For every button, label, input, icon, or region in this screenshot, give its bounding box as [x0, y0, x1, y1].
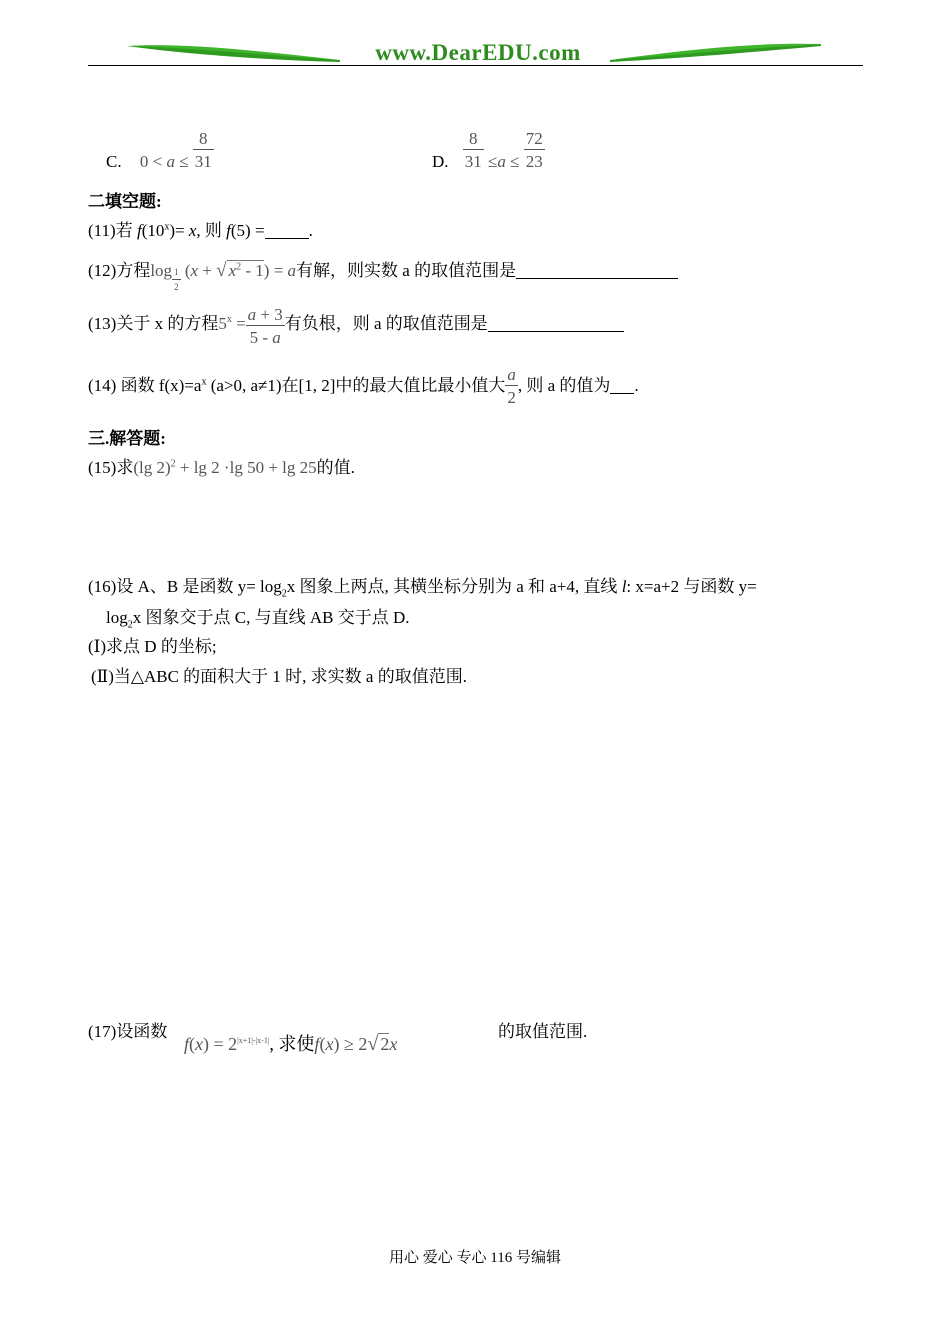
question-12 — [88, 256, 678, 292]
q16-sub2-b: 2 — [127, 619, 133, 631]
q14-end: . — [634, 376, 639, 395]
page-footer: 用心 爱心 专心 116 号编辑 — [389, 1250, 561, 1266]
q17-x3: x — [389, 1034, 398, 1054]
option-d-var: a — [497, 152, 506, 171]
section-title-answer: 三.解答题: — [88, 429, 166, 448]
option-c-var: a — [166, 152, 175, 171]
q17-ge: ≥ 2 — [339, 1034, 368, 1054]
q13-answer-blank[interactable] — [488, 315, 624, 332]
question-15 — [88, 453, 355, 478]
q16-line1-a: (16)设 A、B 是函数 y= log — [88, 577, 282, 596]
question-16-part1: (Ⅰ)求点 D 的坐标; — [88, 637, 217, 656]
q15-expr-a: (lg 2) — [133, 458, 171, 477]
fraction-denominator: 31 — [464, 152, 482, 171]
q12-suffix: 有解，则实数 a 的取值范围是 — [296, 261, 517, 280]
question-16-line2 — [106, 603, 409, 630]
sqrt-icon: √ — [367, 1033, 379, 1055]
q14-fraction — [505, 366, 518, 406]
q15-expr-b: + lg 2 ·lg 50 + lg 25 — [175, 458, 317, 477]
q12-log: log — [150, 261, 173, 280]
q13-base: 5 — [218, 314, 227, 333]
q14-suffix: , 则 a 的值为 — [517, 376, 611, 395]
q15-exp: 2 — [170, 458, 176, 470]
fraction-denominator: 2 — [174, 282, 179, 292]
q12-log-base — [172, 268, 181, 292]
q17-mid: , 求使 — [269, 1034, 315, 1054]
option-d-rel1: ≤ — [488, 152, 498, 171]
fraction-numerator: 1 — [172, 268, 181, 280]
q11-prefix: (11)若 — [88, 221, 137, 240]
fraction-denominator: 2 — [507, 388, 516, 407]
q12-prefix: (12)方程 — [88, 261, 151, 280]
q16-sub2: 2 — [281, 588, 287, 600]
question-16-line1 — [88, 572, 757, 599]
fraction-numerator: 8 — [193, 130, 214, 150]
option-d — [432, 130, 545, 170]
q17-sqrt-arg: 2 — [380, 1034, 390, 1054]
q12-x2: x — [228, 261, 237, 280]
q13-eq: = — [231, 314, 246, 333]
question-17-prefix: (17)设函数 — [88, 1022, 168, 1041]
question-17-formula: $f(x) = 2^{|x+1|-|x-1|}$, 求使f(x) ≥ 2√ 2x — [184, 1033, 398, 1055]
option-c — [106, 130, 214, 170]
q11-mid: , 则 — [196, 221, 227, 240]
q11-arg-close: )= — [169, 221, 189, 240]
q17-f2: f — [314, 1034, 320, 1054]
fraction-numerator: a — [507, 365, 516, 384]
q11-f5: f — [226, 221, 231, 240]
q12-minus1: - 1 — [241, 261, 264, 280]
q11-end: . — [308, 221, 313, 240]
q11-arg-open: (10 — [141, 221, 165, 240]
q15-prefix: (15)求 — [88, 458, 134, 477]
q13-fraction — [246, 306, 285, 346]
q11-sup: x — [164, 221, 170, 233]
q17-exp: |x+1|-|x-1| — [237, 1036, 270, 1045]
q14-prefix: (14) 函数 f(x)=a — [88, 376, 202, 395]
q16-line1-c: : x=a+2 与函数 y= — [626, 577, 757, 596]
option-c-left: 0 < — [139, 152, 167, 171]
q12-x: x — [190, 261, 199, 280]
question-11 — [88, 216, 313, 241]
q11-x: x — [188, 221, 197, 240]
q14-answer-blank[interactable] — [610, 377, 634, 394]
q12-radicand — [227, 260, 264, 280]
question-13 — [88, 306, 624, 346]
q17-f: f — [184, 1034, 190, 1054]
q13-suffix: 有负根，则 a 的取值范围是 — [284, 314, 488, 333]
q17-eq: = 2 — [209, 1034, 238, 1054]
q12-eq: = — [269, 261, 288, 280]
q12-answer-blank[interactable] — [516, 262, 678, 279]
q16-line2-b: x 图象交于点 C, 与直线 AB 交于点 D. — [132, 608, 410, 627]
q16-line2-a: log — [106, 608, 128, 627]
fraction-numerator: 72 — [525, 129, 543, 148]
header-logo — [125, 38, 825, 68]
q12-plus: + — [198, 261, 217, 280]
option-d-label: D. — [432, 152, 449, 171]
q14-mid: (a>0, a≠1)在[1, 2]中的最大值比最小值大 — [206, 376, 506, 395]
option-d-fraction-right — [524, 130, 545, 170]
q11-tail: (5) = — [230, 221, 265, 240]
option-c-label: C. — [106, 152, 122, 171]
q12-paren-close: ) — [263, 261, 270, 280]
q11-f: f — [136, 221, 142, 240]
option-d-fraction-left — [463, 130, 484, 170]
site-logo-text: www.DearEDU.com — [375, 40, 581, 65]
q13-den-a: a — [272, 328, 281, 347]
q16-line1-b: x 图象上两点, 其横坐标分别为 a 和 a+4, 直线 — [286, 577, 622, 596]
q13-exp: x — [226, 314, 232, 326]
header-rule — [88, 65, 863, 66]
q12-paren-open: ( — [180, 261, 191, 280]
q13-den-5: 5 - — [249, 328, 273, 347]
question-17-suffix: 的取值范围. — [498, 1022, 588, 1041]
q13-num-a: a — [247, 305, 257, 324]
q12-exp: 2 — [236, 261, 242, 273]
q14-sup: x — [201, 376, 207, 388]
q13-prefix: (13)关于 x 的方程 — [88, 314, 219, 333]
fraction-denominator: 31 — [194, 152, 212, 171]
q16-l: l — [621, 577, 627, 596]
question-14 — [88, 366, 639, 406]
q11-answer-blank[interactable] — [265, 222, 309, 239]
sqrt-icon: √ — [216, 260, 227, 281]
option-c-rel: ≤ — [174, 152, 189, 171]
fraction-numerator: 8 — [463, 130, 484, 150]
option-d-rel2: ≤ — [505, 152, 520, 171]
q12-a: a — [287, 261, 297, 280]
section-title-fill-in: 二填空题: — [88, 192, 162, 211]
fraction-denominator: 23 — [525, 152, 543, 171]
question-16-part2: (Ⅱ)当△ABC 的面积大于 1 时, 求实数 a 的取值范围. — [91, 667, 467, 686]
q13-num-rest: + 3 — [256, 305, 283, 324]
q15-suffix: 的值. — [316, 458, 355, 477]
option-c-fraction — [193, 130, 214, 170]
q17-x: x — [195, 1034, 204, 1054]
q17-x2: x — [325, 1034, 334, 1054]
